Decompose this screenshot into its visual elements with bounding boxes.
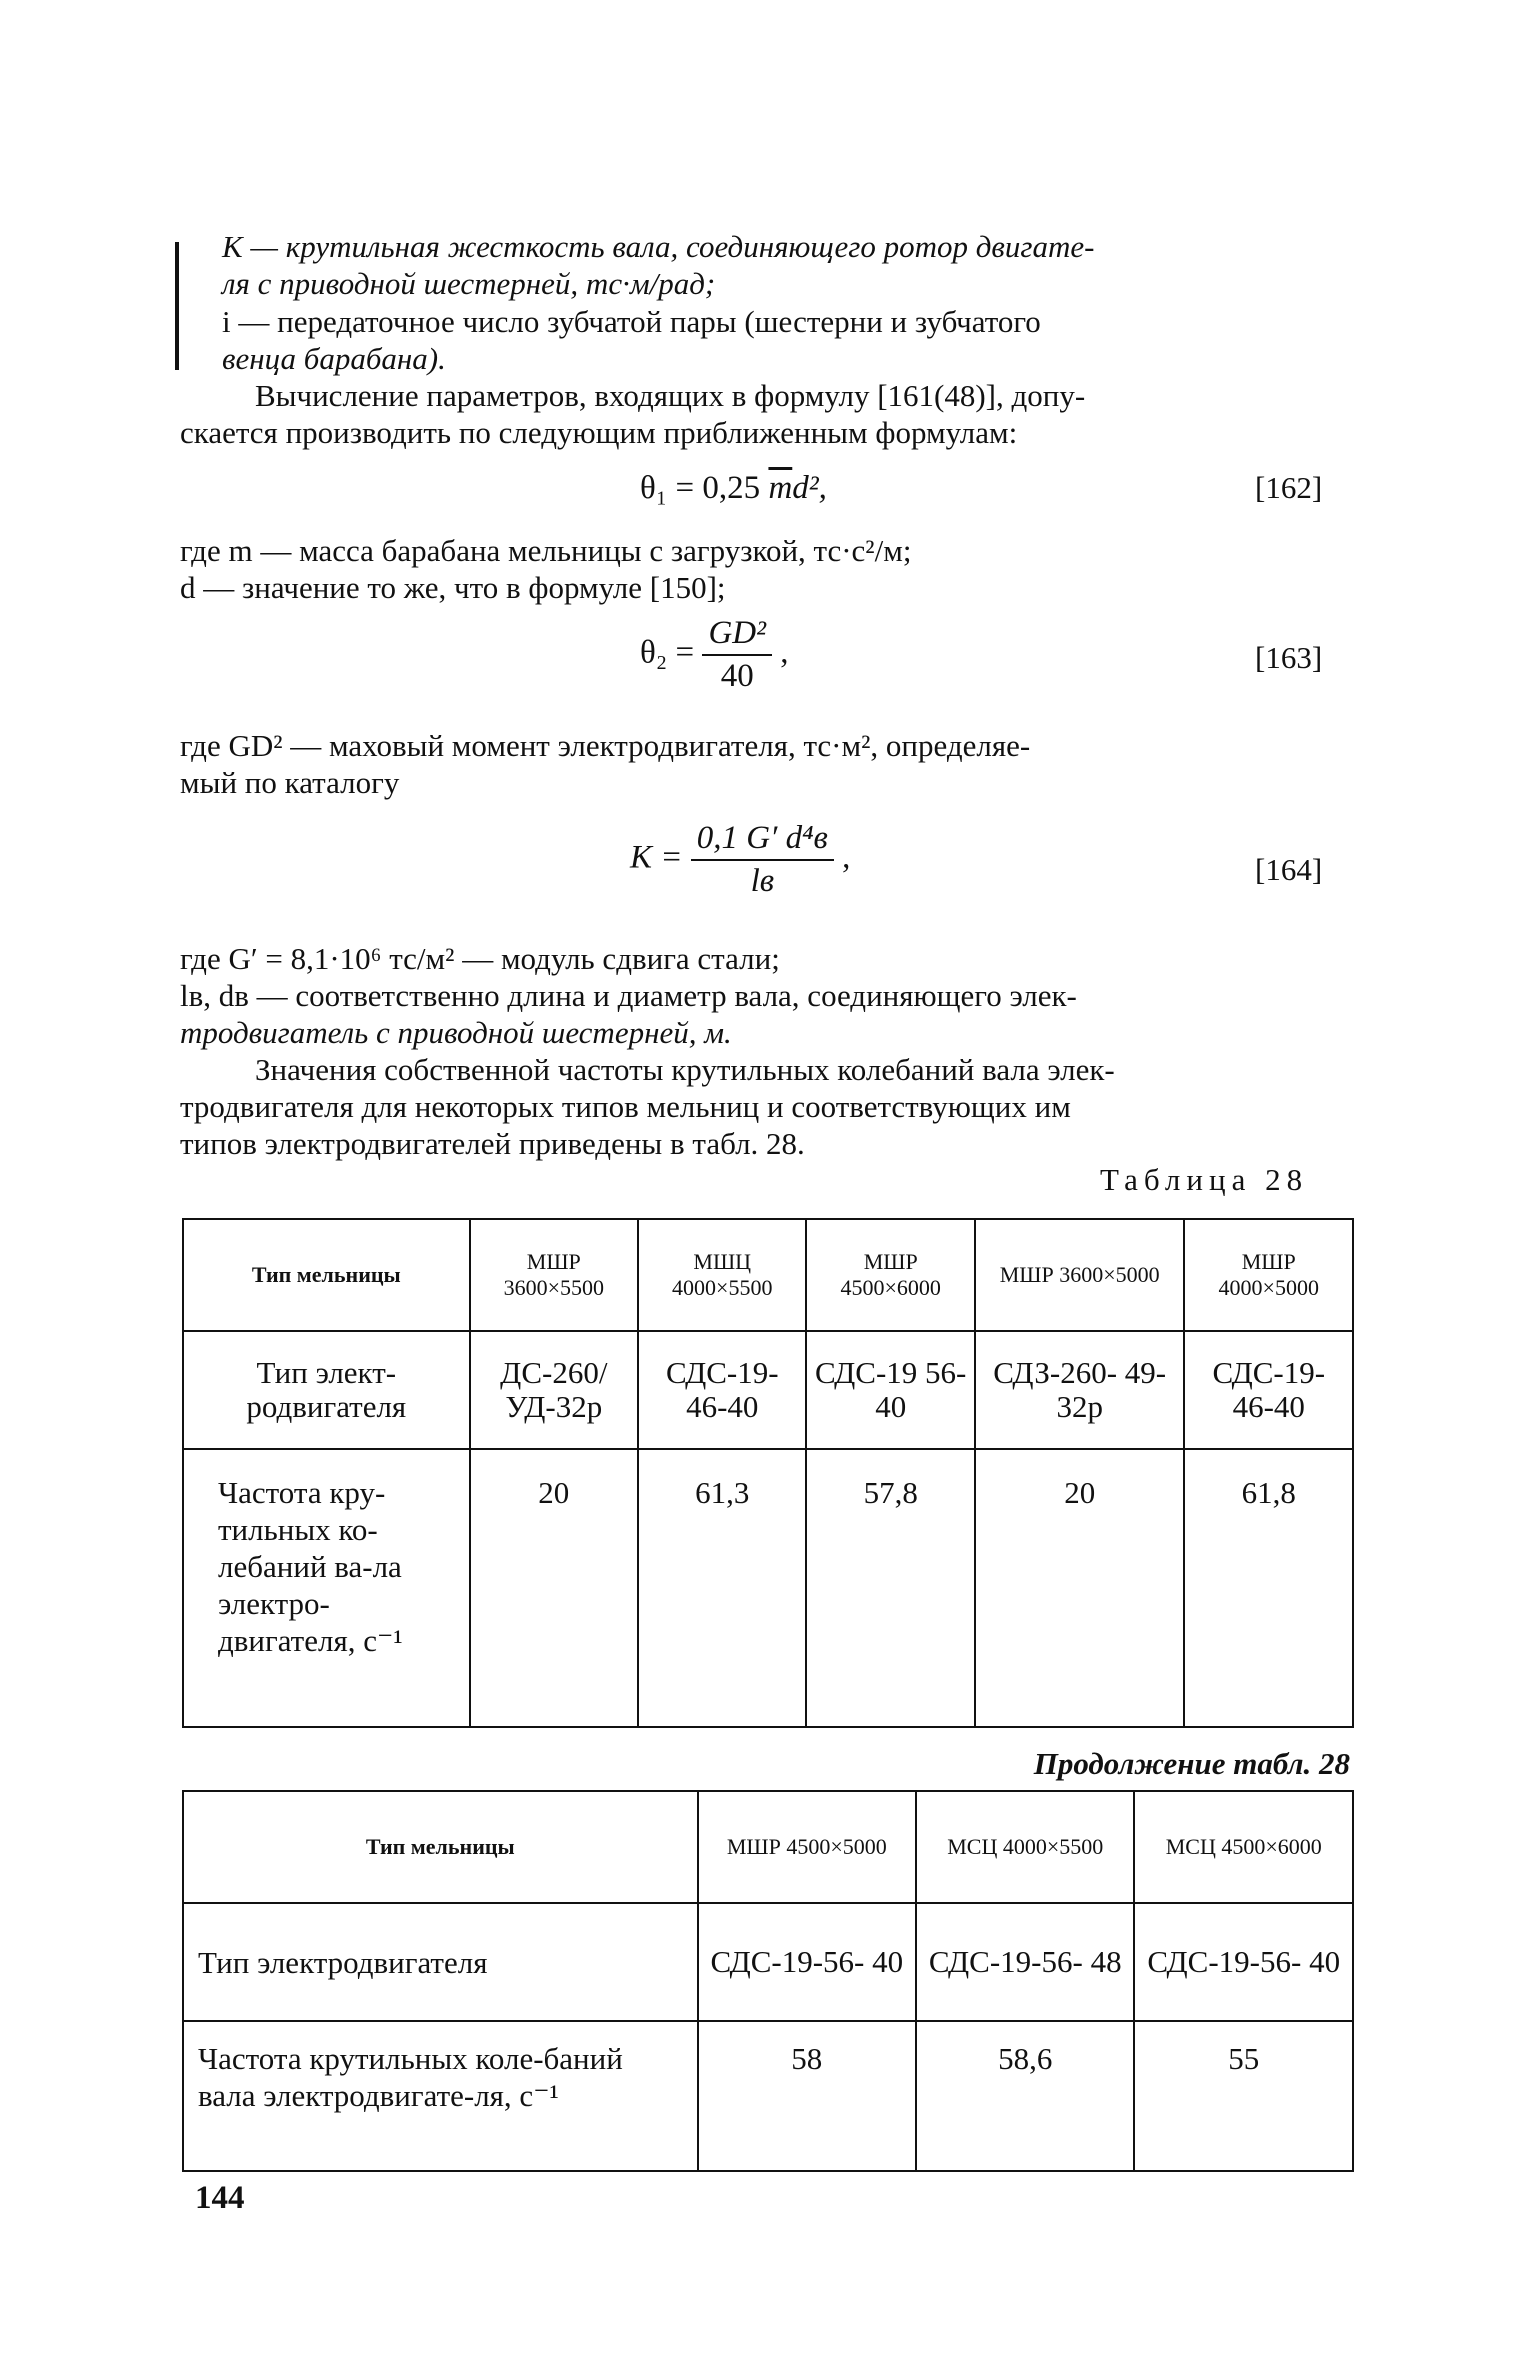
- k-definition-line1: K — крутильная жесткость вала, соединяющего ротор двигате-: [222, 229, 1095, 264]
- table-28-header-label: Тип мельницы: [183, 1219, 470, 1331]
- i-definition-line1: i — передаточное число зубчатой пары (шестерни и зубчатого: [222, 304, 1041, 339]
- table-28-title: Таблица 28: [1100, 1162, 1309, 1197]
- table-28-motor-4: СДЗ-260- 49-32р: [975, 1331, 1185, 1449]
- formula-162: θ₁ = 0,25 $\overline{m}d^2$,: [640, 470, 827, 506]
- table-28-mill-3: МШР 4500×6000: [806, 1219, 974, 1331]
- cont-freq-3: 55: [1134, 2021, 1353, 2171]
- fraction-164: $\frac{\text{0,1 G′ d⁴в}}{lв}$: [691, 820, 834, 900]
- values-paragraph-line1: Значения собственной частоты крутильных колебаний вала элек-: [255, 1052, 1115, 1087]
- g-definition: где G′ = 8,1·10⁶ тс/м² — модуль сдвига стали;: [180, 941, 780, 976]
- cont-mill-1: МШР 4500×5000: [698, 1791, 916, 1903]
- cont-motor-2: СДС-19-56- 48: [916, 1903, 1134, 2021]
- cont-freq-1: 58: [698, 2021, 916, 2171]
- table-28-mill-2: МШЦ 4000×5500: [638, 1219, 806, 1331]
- table-28-motor-5: СДС-19- 46-40: [1184, 1331, 1353, 1449]
- d-definition: d — значение то же, что в формуле [150];: [180, 570, 726, 605]
- table-28-mill-4: МШР 3600×5000: [975, 1219, 1185, 1331]
- table-28: [182, 1218, 1354, 1728]
- i-definition-line2: венца барабана).: [222, 341, 446, 376]
- l-definition-line2: тродвигатель с приводной шестерней, м.: [180, 1015, 732, 1050]
- cont-freq-2: 58,6: [916, 2021, 1134, 2171]
- cont-motor-1: СДС-19-56- 40: [698, 1903, 916, 2021]
- table-28-freq-2: 61,3: [638, 1449, 806, 1727]
- gd-definition-line1: где GD² — маховый момент электродвигателя, тс·м², определяе-: [180, 728, 1031, 763]
- table-28-continuation: [182, 1790, 1354, 2172]
- revision-bar: [175, 242, 179, 370]
- m-definition: где m — масса барабана мельницы с загрузкой, тс·с²/м;: [180, 533, 912, 568]
- table-28-motor-1: ДС-260/ УД-32р: [470, 1331, 638, 1449]
- table-28-freq-4: 20: [975, 1449, 1185, 1727]
- cont-mill-2: МСЦ 4000×5500: [916, 1791, 1134, 1903]
- cont-motor-3: СДС-19-56- 40: [1134, 1903, 1353, 2021]
- cont-motor-label: Тип электродвигателя: [183, 1903, 698, 2021]
- cont-mill-3: МСЦ 4500×6000: [1134, 1791, 1353, 1903]
- fraction-163: $\frac{\text{GD²}}{40}$: [702, 615, 772, 695]
- values-paragraph-line3: типов электродвигателей приведены в табл. 28.: [180, 1126, 805, 1161]
- table-28-mill-1: МШР 3600×5500: [470, 1219, 638, 1331]
- equation-number-163: [163]: [1255, 640, 1323, 675]
- gd-definition-line2: мый по каталогу: [180, 765, 400, 800]
- table-28-motor-2: СДС-19- 46-40: [638, 1331, 806, 1449]
- table-28-freq-3: 57,8: [806, 1449, 974, 1727]
- values-paragraph-line2: тродвигателя для некоторых типов мельниц и соответствующих им: [180, 1089, 1071, 1124]
- equation-number-164: [164]: [1255, 852, 1323, 887]
- table-28-freq-5: 61,8: [1184, 1449, 1353, 1727]
- table-28-mill-5: МШР 4000×5000: [1184, 1219, 1353, 1331]
- table-28-continuation-title: Продолжение табл. 28: [1033, 1746, 1350, 1781]
- table-28-freq-1: 20: [470, 1449, 638, 1727]
- calc-paragraph-line1: Вычисление параметров, входящих в формулу [161(48)], допу-: [255, 378, 1086, 413]
- cont-header-label: Тип мельницы: [183, 1791, 698, 1903]
- calc-paragraph-line2: скается производить по следующим приближенным формулам:: [180, 415, 1018, 450]
- k-definition-line2: ля с приводной шестерней, тс·м/рад;: [222, 266, 716, 301]
- formula-163: θ₂ = $\frac{\text{GD²}}{40}$ ,: [640, 615, 789, 694]
- table-28-motor-label: Тип элект-родвигателя: [183, 1331, 470, 1449]
- table-28-motor-3: СДС-19 56-40: [806, 1331, 974, 1449]
- l-definition-line1: lв, dв — соответственно длина и диаметр вала, соединяющего элек-: [180, 978, 1077, 1013]
- cont-freq-label: Частота крутильных коле-баний вала электродвигате-ля, с⁻¹: [183, 2021, 698, 2171]
- table-28-freq-label: Частота кру-тильных ко-лебаний ва-ла электро-двигателя, с⁻¹: [183, 1449, 470, 1727]
- equation-number-162: [162]: [1255, 470, 1323, 505]
- formula-164: K = $\frac{\text{0,1 G′ d⁴в}}{lв}$ ,: [630, 820, 851, 899]
- page-number: 144: [195, 2180, 245, 2216]
